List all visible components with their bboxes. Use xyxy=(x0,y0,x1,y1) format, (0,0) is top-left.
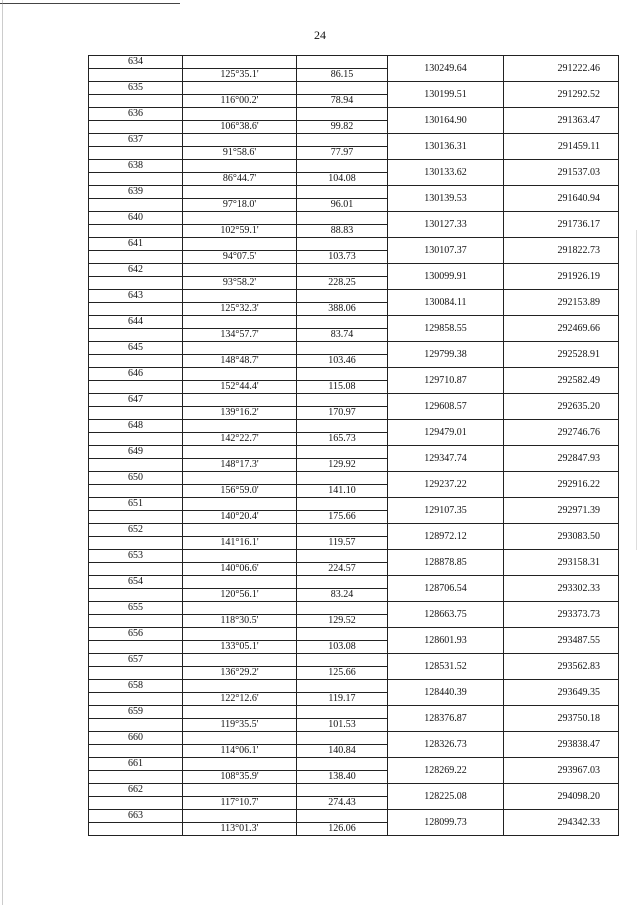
point-number-cell: 649 xyxy=(89,446,183,459)
empty-cell xyxy=(183,56,297,69)
empty-cell xyxy=(183,628,297,641)
y-coordinate-cell: 292916.22 xyxy=(504,472,619,498)
empty-cell xyxy=(183,160,297,173)
coordinates-table xyxy=(88,55,619,836)
empty-cell xyxy=(183,576,297,589)
x-coordinate-cell: 130249.64 xyxy=(388,56,504,82)
point-row xyxy=(89,82,619,95)
point-number-cell: 662 xyxy=(89,784,183,797)
direction-angle-cell: 142°22.7' xyxy=(183,433,297,446)
x-coordinate-cell: 130136.31 xyxy=(388,134,504,160)
x-coordinate-cell: 128706.54 xyxy=(388,576,504,602)
point-row xyxy=(89,238,619,251)
y-coordinate-cell: 292746.76 xyxy=(504,420,619,446)
empty-cell xyxy=(183,186,297,199)
distance-cell: 83.74 xyxy=(297,329,388,342)
direction-angle-cell: 94°07.5' xyxy=(183,251,297,264)
direction-angle-cell: 139°16.2' xyxy=(183,407,297,420)
point-number-cell: 655 xyxy=(89,602,183,615)
empty-cell xyxy=(297,394,388,407)
empty-cell xyxy=(89,121,183,134)
empty-cell xyxy=(183,212,297,225)
point-number-cell: 634 xyxy=(89,56,183,69)
y-coordinate-cell: 293158.31 xyxy=(504,550,619,576)
direction-angle-cell: 97°18.0' xyxy=(183,199,297,212)
distance-cell: 165.73 xyxy=(297,433,388,446)
direction-angle-cell: 102°59.1' xyxy=(183,225,297,238)
point-number-cell: 654 xyxy=(89,576,183,589)
y-coordinate-cell: 294098.20 xyxy=(504,784,619,810)
point-number-cell: 652 xyxy=(89,524,183,537)
empty-cell xyxy=(297,186,388,199)
empty-cell xyxy=(183,758,297,771)
direction-angle-cell: 148°48.7' xyxy=(183,355,297,368)
direction-angle-cell: 116°00.2' xyxy=(183,95,297,108)
empty-cell xyxy=(183,472,297,485)
distance-cell: 88.83 xyxy=(297,225,388,238)
y-coordinate-cell: 292469.66 xyxy=(504,316,619,342)
empty-cell xyxy=(89,381,183,394)
empty-cell xyxy=(183,680,297,693)
x-coordinate-cell: 128601.93 xyxy=(388,628,504,654)
direction-angle-cell: 118°30.5' xyxy=(183,615,297,628)
scan-edge-line-left xyxy=(2,0,3,905)
y-coordinate-cell: 291222.46 xyxy=(504,56,619,82)
empty-cell xyxy=(89,589,183,602)
y-coordinate-cell: 292847.93 xyxy=(504,446,619,472)
x-coordinate-cell: 129347.74 xyxy=(388,446,504,472)
point-number-cell: 636 xyxy=(89,108,183,121)
distance-cell: 103.08 xyxy=(297,641,388,654)
y-coordinate-cell: 293967.03 xyxy=(504,758,619,784)
point-number-cell: 639 xyxy=(89,186,183,199)
distance-cell: 170.97 xyxy=(297,407,388,420)
empty-cell xyxy=(89,719,183,732)
empty-cell xyxy=(89,797,183,810)
empty-cell xyxy=(89,485,183,498)
empty-cell xyxy=(89,693,183,706)
empty-cell xyxy=(89,641,183,654)
empty-cell xyxy=(297,680,388,693)
point-row xyxy=(89,290,619,303)
empty-cell xyxy=(183,810,297,823)
distance-cell: 78.94 xyxy=(297,95,388,108)
y-coordinate-cell: 293487.55 xyxy=(504,628,619,654)
x-coordinate-cell: 130107.37 xyxy=(388,238,504,264)
y-coordinate-cell: 291926.19 xyxy=(504,264,619,290)
x-coordinate-cell: 129237.22 xyxy=(388,472,504,498)
empty-cell xyxy=(297,550,388,563)
distance-cell: 83.24 xyxy=(297,589,388,602)
point-number-cell: 650 xyxy=(89,472,183,485)
point-row xyxy=(89,498,619,511)
point-row xyxy=(89,654,619,667)
direction-angle-cell: 125°32.3' xyxy=(183,303,297,316)
y-coordinate-cell: 291363.47 xyxy=(504,108,619,134)
direction-angle-cell: 136°29.2' xyxy=(183,667,297,680)
point-number-cell: 635 xyxy=(89,82,183,95)
point-row xyxy=(89,758,619,771)
point-number-cell: 643 xyxy=(89,290,183,303)
empty-cell xyxy=(297,134,388,147)
empty-cell xyxy=(297,368,388,381)
point-row xyxy=(89,446,619,459)
point-number-cell: 653 xyxy=(89,550,183,563)
empty-cell xyxy=(297,654,388,667)
empty-cell xyxy=(89,407,183,420)
empty-cell xyxy=(297,238,388,251)
y-coordinate-cell: 293649.35 xyxy=(504,680,619,706)
y-coordinate-cell: 293373.73 xyxy=(504,602,619,628)
empty-cell xyxy=(297,108,388,121)
direction-angle-cell: 156°59.0' xyxy=(183,485,297,498)
direction-angle-cell: 106°38.6' xyxy=(183,121,297,134)
x-coordinate-cell: 129107.35 xyxy=(388,498,504,524)
y-coordinate-cell: 291736.17 xyxy=(504,212,619,238)
point-row xyxy=(89,134,619,147)
point-row xyxy=(89,524,619,537)
empty-cell xyxy=(89,563,183,576)
direction-angle-cell: 114°06.1' xyxy=(183,745,297,758)
direction-angle-cell: 117°10.7' xyxy=(183,797,297,810)
distance-cell: 99.82 xyxy=(297,121,388,134)
point-row xyxy=(89,784,619,797)
point-number-cell: 651 xyxy=(89,498,183,511)
empty-cell xyxy=(297,316,388,329)
direction-angle-cell: 91°58.6' xyxy=(183,147,297,160)
point-row xyxy=(89,472,619,485)
empty-cell xyxy=(297,732,388,745)
x-coordinate-cell: 130139.53 xyxy=(388,186,504,212)
empty-cell xyxy=(89,147,183,160)
empty-cell xyxy=(297,160,388,173)
empty-cell xyxy=(89,511,183,524)
empty-cell xyxy=(89,329,183,342)
distance-cell: 224.57 xyxy=(297,563,388,576)
point-row xyxy=(89,732,619,745)
direction-angle-cell: 93°58.2' xyxy=(183,277,297,290)
scan-edge-line xyxy=(0,3,180,4)
empty-cell xyxy=(183,602,297,615)
empty-cell xyxy=(89,355,183,368)
empty-cell xyxy=(297,82,388,95)
x-coordinate-cell: 130199.51 xyxy=(388,82,504,108)
direction-angle-cell: 120°56.1' xyxy=(183,589,297,602)
distance-cell: 104.08 xyxy=(297,173,388,186)
y-coordinate-cell: 293750.18 xyxy=(504,706,619,732)
empty-cell xyxy=(89,745,183,758)
empty-cell xyxy=(297,810,388,823)
direction-angle-cell: 108°35.9' xyxy=(183,771,297,784)
empty-cell xyxy=(297,784,388,797)
empty-cell xyxy=(297,446,388,459)
point-row xyxy=(89,420,619,433)
distance-cell: 141.10 xyxy=(297,485,388,498)
distance-cell: 129.52 xyxy=(297,615,388,628)
distance-cell: 140.84 xyxy=(297,745,388,758)
empty-cell xyxy=(89,771,183,784)
page-number: 24 xyxy=(314,28,326,42)
y-coordinate-cell: 293302.33 xyxy=(504,576,619,602)
y-coordinate-cell: 292582.49 xyxy=(504,368,619,394)
distance-cell: 138.40 xyxy=(297,771,388,784)
x-coordinate-cell: 128376.87 xyxy=(388,706,504,732)
empty-cell xyxy=(183,550,297,563)
point-row xyxy=(89,706,619,719)
x-coordinate-cell: 130133.62 xyxy=(388,160,504,186)
direction-angle-cell: 140°06.6' xyxy=(183,563,297,576)
point-row xyxy=(89,602,619,615)
empty-cell xyxy=(297,290,388,303)
point-row xyxy=(89,56,619,69)
empty-cell xyxy=(297,264,388,277)
direction-angle-cell: 141°16.1' xyxy=(183,537,297,550)
empty-cell xyxy=(89,277,183,290)
x-coordinate-cell: 130164.90 xyxy=(388,108,504,134)
y-coordinate-cell: 293838.47 xyxy=(504,732,619,758)
point-row xyxy=(89,316,619,329)
empty-cell xyxy=(89,95,183,108)
empty-cell xyxy=(297,420,388,433)
scan-edge-line-right xyxy=(636,230,637,550)
y-coordinate-cell: 292528.91 xyxy=(504,342,619,368)
x-coordinate-cell: 129858.55 xyxy=(388,316,504,342)
empty-cell xyxy=(89,823,183,836)
point-number-cell: 663 xyxy=(89,810,183,823)
y-coordinate-cell: 291459.11 xyxy=(504,134,619,160)
point-number-cell: 646 xyxy=(89,368,183,381)
distance-cell: 103.46 xyxy=(297,355,388,368)
y-coordinate-cell: 293562.83 xyxy=(504,654,619,680)
direction-angle-cell: 148°17.3' xyxy=(183,459,297,472)
empty-cell xyxy=(183,368,297,381)
distance-cell: 119.57 xyxy=(297,537,388,550)
empty-cell xyxy=(297,472,388,485)
point-row xyxy=(89,550,619,563)
y-coordinate-cell: 293083.50 xyxy=(504,524,619,550)
direction-angle-cell: 113°01.3' xyxy=(183,823,297,836)
empty-cell xyxy=(183,524,297,537)
point-row xyxy=(89,212,619,225)
x-coordinate-cell: 129608.57 xyxy=(388,394,504,420)
empty-cell xyxy=(89,433,183,446)
x-coordinate-cell: 128531.52 xyxy=(388,654,504,680)
x-coordinate-cell: 129710.87 xyxy=(388,368,504,394)
point-number-cell: 658 xyxy=(89,680,183,693)
empty-cell xyxy=(297,628,388,641)
distance-cell: 126.06 xyxy=(297,823,388,836)
empty-cell xyxy=(297,342,388,355)
empty-cell xyxy=(89,615,183,628)
empty-cell xyxy=(89,459,183,472)
direction-angle-cell: 119°35.5' xyxy=(183,719,297,732)
empty-cell xyxy=(183,342,297,355)
y-coordinate-cell: 291537.03 xyxy=(504,160,619,186)
empty-cell xyxy=(89,251,183,264)
x-coordinate-cell: 128440.39 xyxy=(388,680,504,706)
distance-cell: 96.01 xyxy=(297,199,388,212)
point-row xyxy=(89,160,619,173)
empty-cell xyxy=(183,654,297,667)
direction-angle-cell: 86°44.7' xyxy=(183,173,297,186)
distance-cell: 77.97 xyxy=(297,147,388,160)
empty-cell xyxy=(297,524,388,537)
empty-cell xyxy=(183,420,297,433)
point-row xyxy=(89,108,619,121)
y-coordinate-cell: 294342.33 xyxy=(504,810,619,836)
empty-cell xyxy=(297,56,388,69)
point-row xyxy=(89,368,619,381)
point-number-cell: 657 xyxy=(89,654,183,667)
point-number-cell: 648 xyxy=(89,420,183,433)
y-coordinate-cell: 292635.20 xyxy=(504,394,619,420)
empty-cell xyxy=(89,199,183,212)
distance-cell: 86.15 xyxy=(297,69,388,82)
empty-cell xyxy=(297,602,388,615)
x-coordinate-cell: 130084.11 xyxy=(388,290,504,316)
x-coordinate-cell: 128972.12 xyxy=(388,524,504,550)
empty-cell xyxy=(183,446,297,459)
point-number-cell: 638 xyxy=(89,160,183,173)
distance-cell: 274.43 xyxy=(297,797,388,810)
empty-cell xyxy=(183,316,297,329)
direction-angle-cell: 140°20.4' xyxy=(183,511,297,524)
empty-cell xyxy=(89,667,183,680)
point-number-cell: 641 xyxy=(89,238,183,251)
x-coordinate-cell: 130127.33 xyxy=(388,212,504,238)
point-number-cell: 659 xyxy=(89,706,183,719)
empty-cell xyxy=(183,108,297,121)
point-row xyxy=(89,394,619,407)
y-coordinate-cell: 291292.52 xyxy=(504,82,619,108)
empty-cell xyxy=(297,706,388,719)
distance-cell: 228.25 xyxy=(297,277,388,290)
empty-cell xyxy=(297,758,388,771)
empty-cell xyxy=(183,498,297,511)
x-coordinate-cell: 128326.73 xyxy=(388,732,504,758)
empty-cell xyxy=(297,212,388,225)
empty-cell xyxy=(183,238,297,251)
empty-cell xyxy=(297,576,388,589)
direction-angle-cell: 125°35.1' xyxy=(183,69,297,82)
distance-cell: 101.53 xyxy=(297,719,388,732)
y-coordinate-cell: 291640.94 xyxy=(504,186,619,212)
x-coordinate-cell: 128099.73 xyxy=(388,810,504,836)
distance-cell: 129.92 xyxy=(297,459,388,472)
empty-cell xyxy=(183,784,297,797)
empty-cell xyxy=(89,69,183,82)
empty-cell xyxy=(183,264,297,277)
point-row xyxy=(89,264,619,277)
x-coordinate-cell: 130099.91 xyxy=(388,264,504,290)
direction-angle-cell: 152°44.4' xyxy=(183,381,297,394)
point-row xyxy=(89,628,619,641)
empty-cell xyxy=(183,82,297,95)
point-number-cell: 661 xyxy=(89,758,183,771)
point-number-cell: 642 xyxy=(89,264,183,277)
empty-cell xyxy=(89,173,183,186)
point-number-cell: 645 xyxy=(89,342,183,355)
distance-cell: 119.17 xyxy=(297,693,388,706)
x-coordinate-cell: 128225.08 xyxy=(388,784,504,810)
empty-cell xyxy=(183,732,297,745)
coordinates-table-body xyxy=(89,56,619,836)
empty-cell xyxy=(183,290,297,303)
distance-cell: 388.06 xyxy=(297,303,388,316)
x-coordinate-cell: 129799.38 xyxy=(388,342,504,368)
point-row xyxy=(89,576,619,589)
x-coordinate-cell: 128663.75 xyxy=(388,602,504,628)
y-coordinate-cell: 291822.73 xyxy=(504,238,619,264)
direction-angle-cell: 134°57.7' xyxy=(183,329,297,342)
point-row xyxy=(89,680,619,693)
empty-cell xyxy=(89,225,183,238)
point-number-cell: 640 xyxy=(89,212,183,225)
direction-angle-cell: 133°05.1' xyxy=(183,641,297,654)
empty-cell xyxy=(297,498,388,511)
point-number-cell: 637 xyxy=(89,134,183,147)
point-number-cell: 660 xyxy=(89,732,183,745)
distance-cell: 115.08 xyxy=(297,381,388,394)
point-row xyxy=(89,186,619,199)
empty-cell xyxy=(183,706,297,719)
distance-cell: 175.66 xyxy=(297,511,388,524)
point-row xyxy=(89,342,619,355)
point-number-cell: 656 xyxy=(89,628,183,641)
point-number-cell: 647 xyxy=(89,394,183,407)
y-coordinate-cell: 292153.89 xyxy=(504,290,619,316)
distance-cell: 103.73 xyxy=(297,251,388,264)
empty-cell xyxy=(183,394,297,407)
empty-cell xyxy=(89,303,183,316)
point-number-cell: 644 xyxy=(89,316,183,329)
x-coordinate-cell: 128269.22 xyxy=(388,758,504,784)
empty-cell xyxy=(89,537,183,550)
point-row xyxy=(89,810,619,823)
direction-angle-cell: 122°12.6' xyxy=(183,693,297,706)
x-coordinate-cell: 129479.01 xyxy=(388,420,504,446)
x-coordinate-cell: 128878.85 xyxy=(388,550,504,576)
empty-cell xyxy=(183,134,297,147)
y-coordinate-cell: 292971.39 xyxy=(504,498,619,524)
distance-cell: 125.66 xyxy=(297,667,388,680)
